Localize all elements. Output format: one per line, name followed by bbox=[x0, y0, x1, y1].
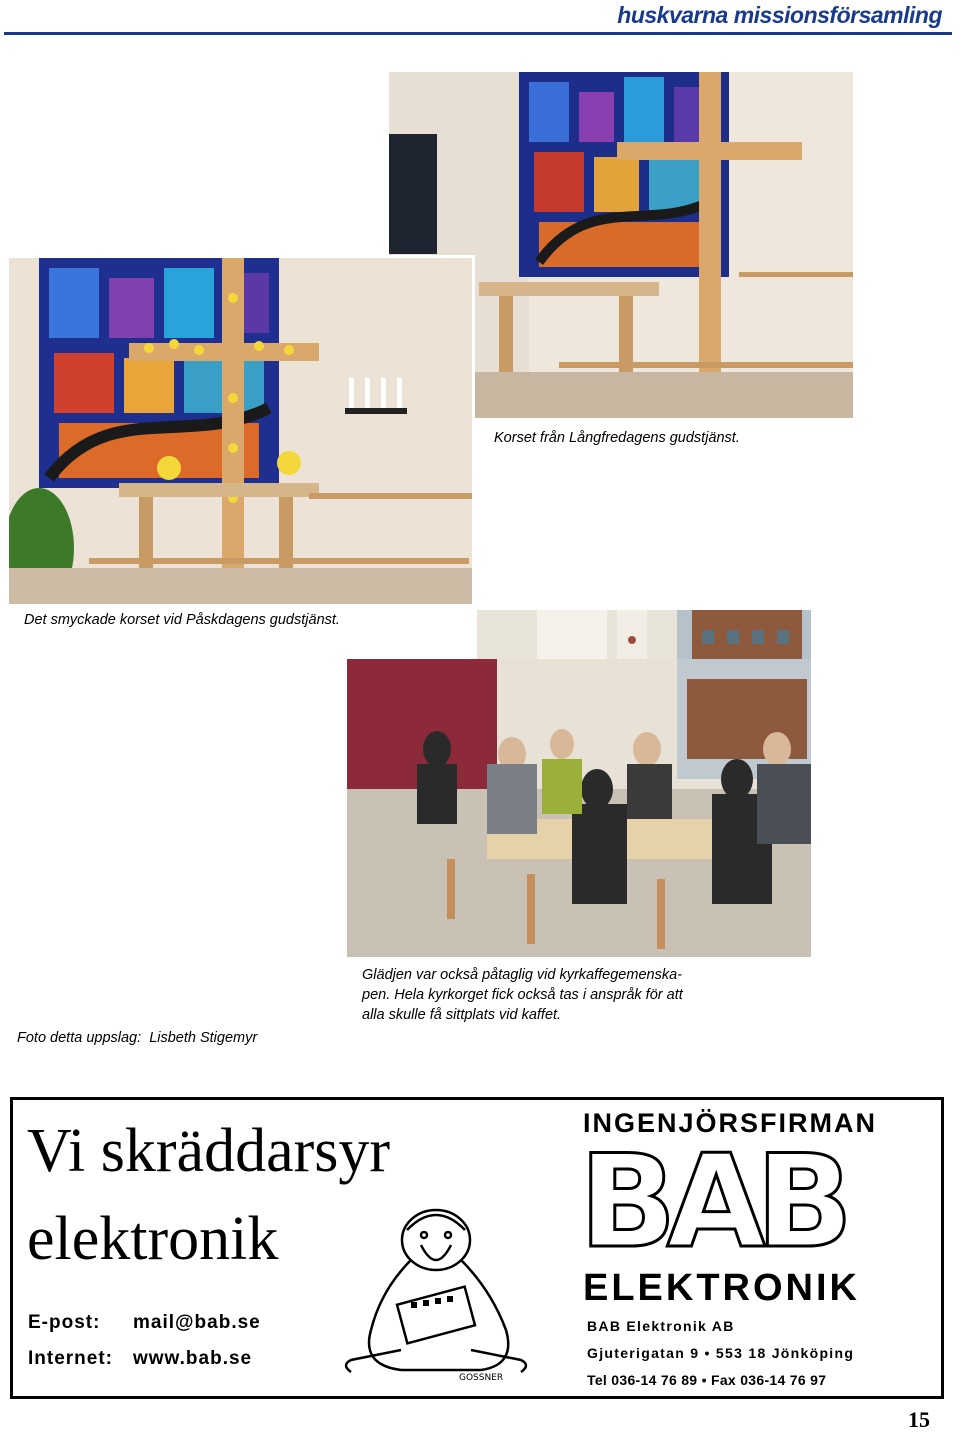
page-number: 15 bbox=[908, 1407, 930, 1432]
company-phone: Tel 036-14 76 89 • Fax 036-14 76 97 bbox=[587, 1372, 827, 1388]
coffee-people-image bbox=[347, 659, 811, 957]
ad-headline-line1: Vi skräddarsyr bbox=[27, 1117, 391, 1185]
caption-good-friday: Korset från Långfredagens gudstjänst. bbox=[494, 430, 740, 446]
logo-top-text: INGENJÖRSFIRMAN bbox=[583, 1108, 878, 1138]
logo-mark: BAB bbox=[579, 1128, 844, 1277]
ad-internet-label: Internet: bbox=[28, 1348, 113, 1369]
header-rule bbox=[4, 32, 952, 35]
bab-logo bbox=[579, 1108, 903, 1313]
photo-easter-cross bbox=[9, 255, 475, 604]
troll-drawing bbox=[341, 1200, 531, 1385]
company-name: BAB Elektronik AB bbox=[587, 1318, 735, 1334]
ad-email-value[interactable]: mail@bab.se bbox=[133, 1312, 261, 1333]
ad-email-label: E-post: bbox=[28, 1312, 101, 1333]
photo-credit: Foto detta uppslag: Lisbeth Stigemyr bbox=[17, 1030, 258, 1046]
troll-illustration bbox=[341, 1200, 531, 1385]
advertisement-bab bbox=[10, 1097, 944, 1399]
troll-signature: GOSSNER bbox=[459, 1373, 504, 1383]
logo-bottom-text: ELEKTRONIK bbox=[583, 1267, 860, 1309]
photo-church-coffee bbox=[347, 659, 811, 957]
ad-internet-value[interactable]: www.bab.se bbox=[133, 1348, 253, 1369]
caption-coffee: Glädjen var också påtaglig vid kyrkaffegemenska- pen. Hela kyrkorget fick också tas i anspråk för att alla skulle få sittplats vid kaffet. bbox=[362, 967, 683, 1023]
company-address: Gjuterigatan 9 • 553 18 Jönköping bbox=[587, 1345, 855, 1361]
decorated-cross-image bbox=[9, 258, 472, 604]
ad-headline-line2: elektronik bbox=[27, 1205, 279, 1273]
publication-title: huskvarna missionsförsamling bbox=[617, 2, 942, 28]
caption-easter: Det smyckade korset vid Påskdagens gudstjänst. bbox=[24, 612, 340, 628]
